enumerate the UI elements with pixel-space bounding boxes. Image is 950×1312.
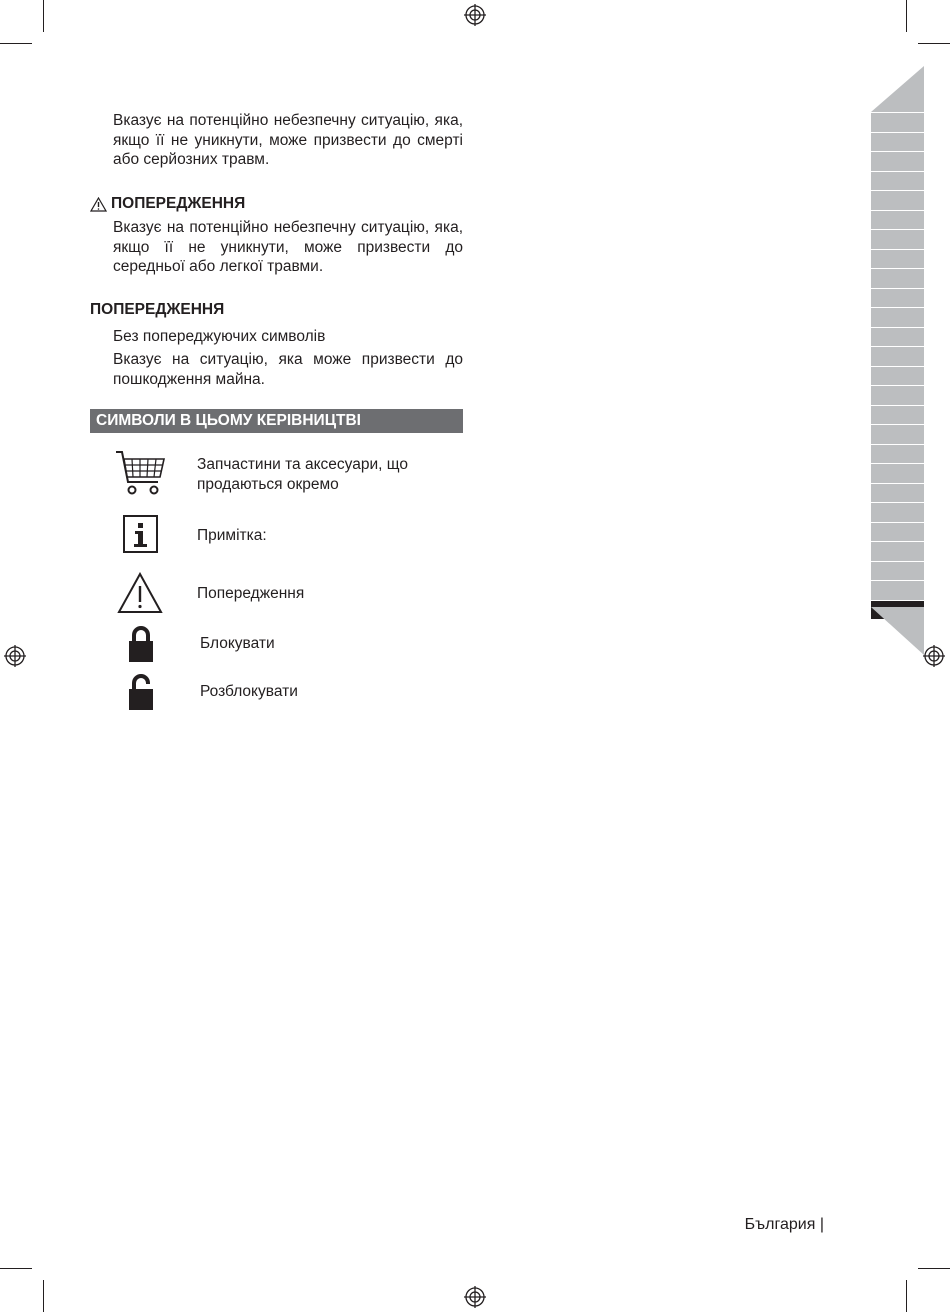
- registration-mark-icon: [4, 645, 26, 667]
- footer-language: България |: [744, 1216, 824, 1233]
- symbol-label-note: Примітка:: [197, 527, 267, 544]
- side-tab: [871, 581, 924, 601]
- registration-mark-icon: [464, 4, 486, 26]
- side-tab: [871, 347, 924, 367]
- side-tab: [871, 367, 924, 387]
- info-icon: [123, 515, 158, 553]
- lock-icon: [128, 626, 154, 663]
- notice-heading: ПОПЕРЕДЖЕННЯ: [90, 301, 225, 318]
- symbol-label-lock: Блокувати: [200, 635, 275, 652]
- caution-heading: ПОПЕРЕДЖЕННЯ: [111, 195, 246, 212]
- side-tab: [871, 113, 924, 133]
- registration-mark-icon: [464, 1286, 486, 1308]
- side-tab: [871, 152, 924, 172]
- warning-text: Вказує на потенційно небезпечну ситуацію, яка, якщо її не уникнути, може призвести до смерті або серйозних травм.: [113, 112, 463, 168]
- side-tab: [871, 133, 924, 153]
- side-tab: [871, 542, 924, 562]
- side-tab: [871, 250, 924, 270]
- crop-mark: [43, 1280, 44, 1312]
- shopping-cart-icon: [114, 449, 166, 497]
- symbol-label-warning: Попередження: [197, 585, 305, 602]
- side-tab: [871, 386, 924, 406]
- side-tab: [871, 425, 924, 445]
- crop-mark: [906, 0, 907, 32]
- warning-triangle-icon: [117, 572, 163, 614]
- tab-bottom-triangle: [871, 607, 924, 655]
- crop-mark: [918, 1268, 950, 1269]
- side-tab: [871, 464, 924, 484]
- crop-mark: [918, 43, 950, 44]
- registration-mark-icon: [923, 645, 945, 667]
- side-tab: [871, 406, 924, 426]
- side-tab: [871, 503, 924, 523]
- tab-top-triangle: [871, 66, 924, 112]
- caution-heading-row: [90, 195, 245, 213]
- crop-mark: [0, 1268, 32, 1269]
- side-tab: [871, 211, 924, 231]
- side-tab: [871, 172, 924, 192]
- notice-text: Вказує на ситуацію, яка може призвести до пошкодження майна.: [113, 351, 463, 388]
- symbol-label-parts: Запчастини та аксесуари, що продаються окремо: [197, 456, 408, 493]
- side-tab: [871, 445, 924, 465]
- caution-text: Вказує на потенційно небезпечну ситуацію, яка, якщо її не уникнути, може призвести до середньої або легкої травми.: [113, 219, 463, 275]
- crop-mark: [0, 43, 32, 44]
- side-tab: [871, 289, 924, 309]
- unlock-icon: [128, 674, 154, 711]
- section-title: СИМВОЛИ В ЦЬОМУ КЕРІВНИЦТВІ: [90, 409, 463, 433]
- notice-subtitle: Без попереджуючих символів: [113, 328, 326, 345]
- side-tab: [871, 269, 924, 289]
- symbol-label-unlock: Розблокувати: [200, 683, 298, 700]
- warning-triangle-icon: [90, 197, 107, 212]
- side-tab: [871, 562, 924, 582]
- side-tab: [871, 523, 924, 543]
- crop-mark: [43, 0, 44, 32]
- side-tab: [871, 484, 924, 504]
- side-tab: [871, 308, 924, 328]
- side-tab: [871, 191, 924, 211]
- side-tab: [871, 230, 924, 250]
- side-tab: [871, 328, 924, 348]
- side-tabs: [871, 113, 924, 620]
- crop-mark: [906, 1280, 907, 1312]
